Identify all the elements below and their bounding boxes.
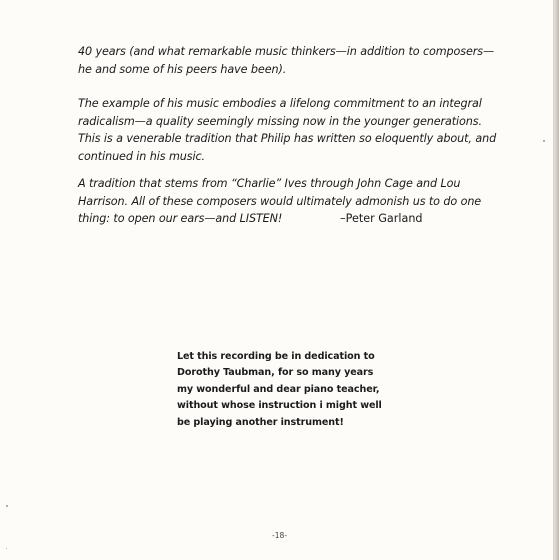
page-number: -18- [272, 531, 287, 540]
essay-paragraph-2: The example of his music embodies a lifelong commitment to an integral radicalism—a quality seemingly missing now in the younger generations. This is a venerable tradition that Philip has written so eloquently about, and continued in his music. [78, 97, 497, 163]
paper-speck [6, 548, 7, 549]
paper-speck [6, 505, 8, 507]
dedication-text: Let this recording be in dedication to Dorothy Taubman, for so many years my wonderful and dear piano teacher, without whose instruction i might well be playing another instrument! [177, 351, 382, 428]
page-edge [554, 0, 559, 560]
essay-paragraph-3: A tradition that stems from “Charlie” Ives through John Cage and Lou Harrison. All of these composers would ultimately admonish us to do one thing: to open our ears—and LISTEN! [78, 177, 482, 226]
essay-paragraph-1: 40 years (and what remarkable music thinkers—in addition to composers—he and some of his peers have been). [78, 45, 495, 76]
paper-speck [543, 140, 545, 142]
essay-signature: –Peter Garland [340, 212, 423, 225]
